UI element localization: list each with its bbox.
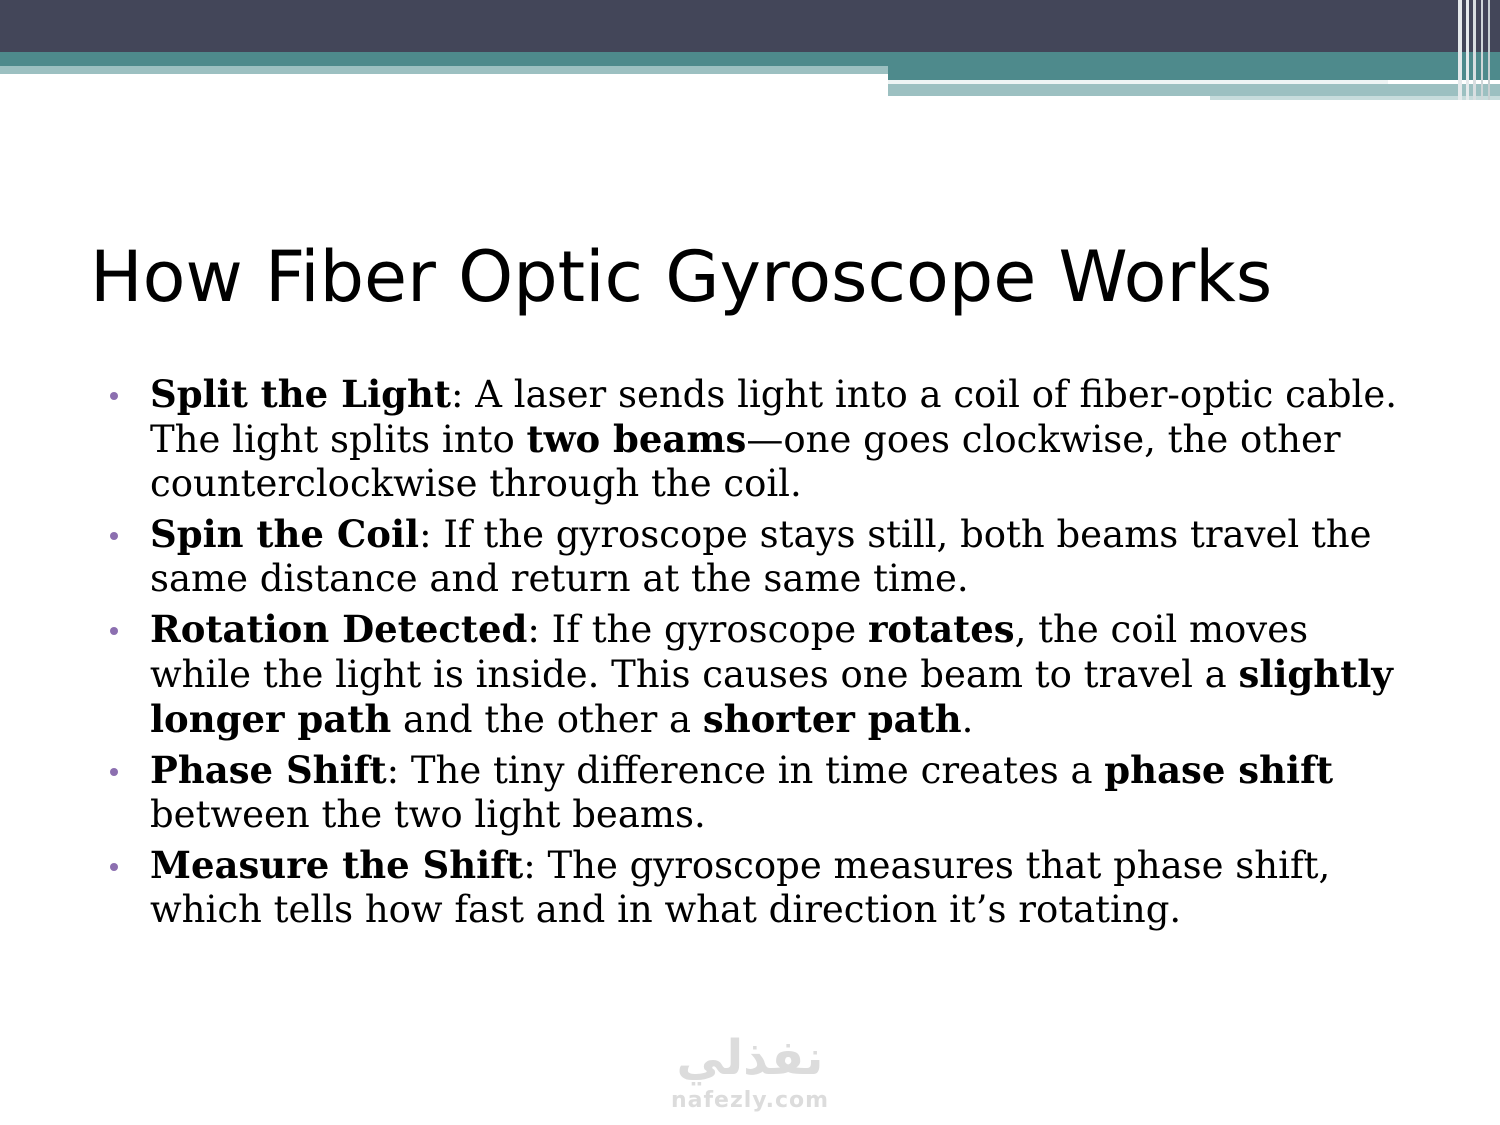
bullet-emphasis: shorter path — [702, 697, 962, 741]
bullet-emphasis: Measure the Shift — [150, 843, 524, 887]
bullet-segment: : If the gyroscope stays still, both beams travel the same distance and return at the same time. — [150, 513, 1372, 600]
bullet-text — [150, 608, 1393, 741]
bullet-segment: between the two light beams. — [150, 793, 706, 836]
bullet-item — [104, 512, 1404, 601]
bullet-segment: and the other a — [391, 698, 703, 741]
bullet-marker — [110, 768, 118, 776]
header-bar-light — [0, 66, 888, 74]
bullet-emphasis: Phase Shift — [150, 748, 387, 792]
slide-title: How Fiber Optic Gyroscope Works — [90, 236, 1273, 318]
bullet-segment: : If the gyroscope — [527, 608, 868, 651]
bullet-marker — [110, 532, 118, 540]
bullet-emphasis: two beams — [526, 417, 747, 461]
header-bar-faint — [1210, 96, 1500, 100]
header-stripe — [1458, 0, 1462, 100]
bullet-emphasis: Spin the Coil — [150, 512, 420, 556]
bullet-text — [150, 844, 1330, 931]
bullet-text — [150, 749, 1333, 836]
header-bar-dark — [0, 0, 1500, 52]
bullet-segment: : The tiny difference in time creates a — [386, 749, 1105, 792]
bullet-text — [150, 373, 1397, 505]
header-bar-teal — [0, 52, 1500, 66]
bullet-marker — [110, 392, 118, 400]
bullet-marker — [110, 627, 118, 635]
watermark-arabic: نفذلي — [676, 1030, 824, 1086]
bullet-item — [104, 607, 1404, 742]
bullet-emphasis: phase shift — [1104, 748, 1334, 792]
bullet-emphasis: rotates — [867, 607, 1015, 651]
bullet-emphasis: Rotation Detected — [150, 607, 528, 651]
header-stripe — [1466, 0, 1469, 100]
bullet-segment: . — [961, 698, 974, 741]
bullet-segment: —one goes clockwise, the other counterclockwise through the coil. — [150, 418, 1341, 505]
header-stripe — [1473, 0, 1476, 100]
header-bar-teal-right — [888, 66, 1500, 80]
watermark-domain: nafezly.com — [670, 1088, 830, 1113]
watermark-logo — [640, 1028, 860, 1114]
bullet-item — [104, 372, 1404, 506]
header-stripe — [1481, 0, 1483, 100]
bullet-segment: : A laser sends light into a coil of fiber-optic cable. The light splits into — [150, 373, 1398, 461]
bullet-list — [104, 372, 1404, 938]
bullet-emphasis: Split the Light — [150, 372, 452, 416]
bullet-segment: : The gyroscope measures that phase shift, which tells how fast and in what direction it’s rotating. — [150, 844, 1331, 931]
bullet-item — [104, 843, 1404, 932]
header-bar-light-right — [888, 84, 1500, 96]
bullet-marker — [110, 863, 118, 871]
bullet-emphasis: slightly longer path — [150, 652, 1393, 741]
header-stripe — [1488, 0, 1490, 100]
bullet-text — [150, 513, 1372, 600]
bullet-item — [104, 748, 1404, 837]
bullet-segment: , the coil moves while the light is inside. This causes one beam to travel a — [150, 608, 1309, 696]
